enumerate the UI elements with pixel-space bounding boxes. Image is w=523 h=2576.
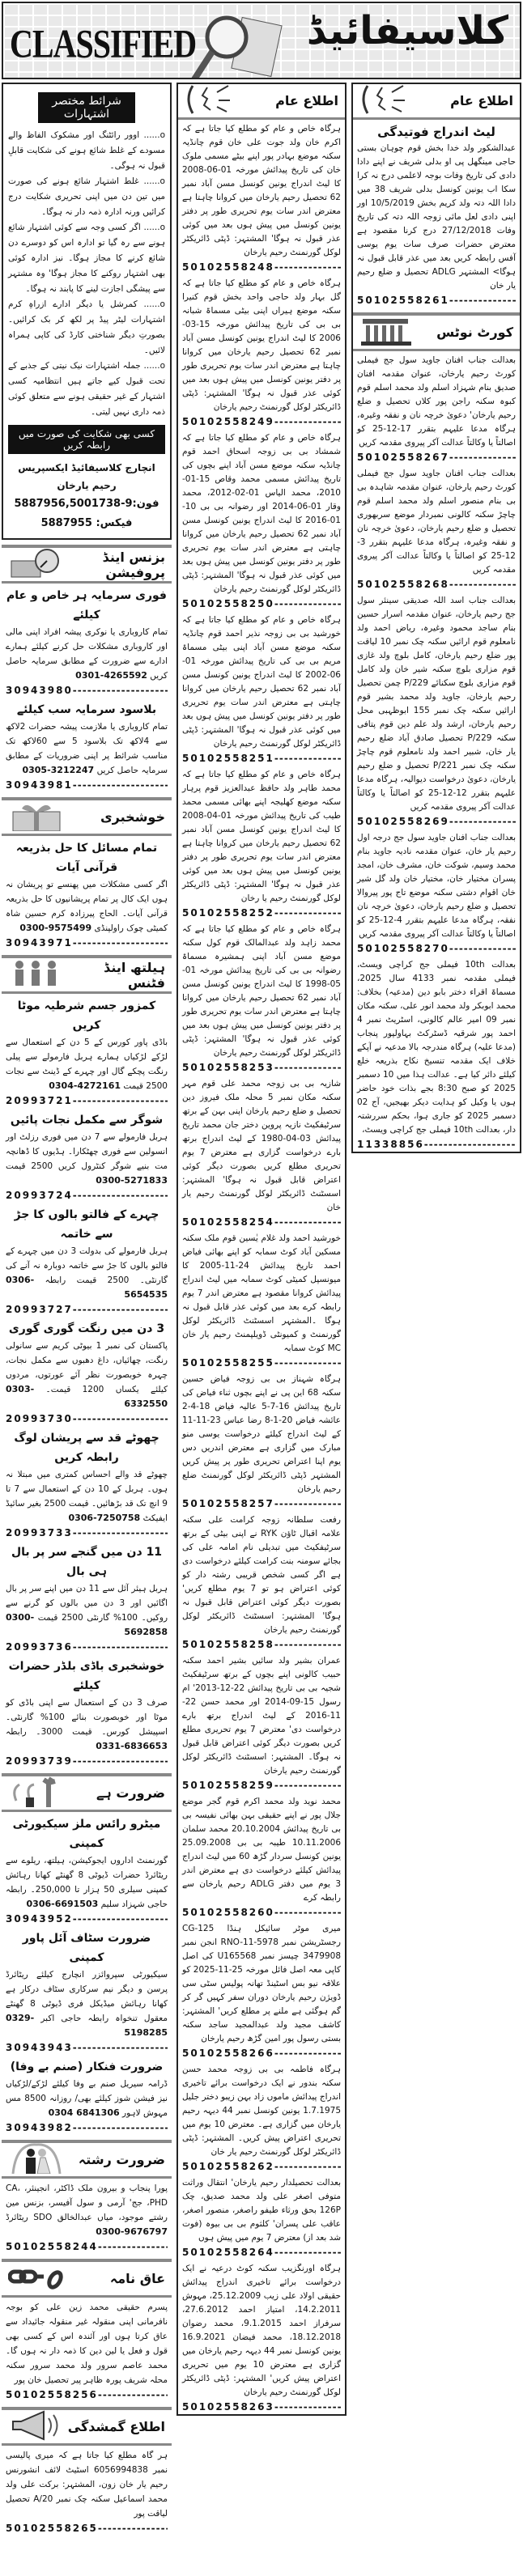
section-header xyxy=(2,800,172,836)
clock-book-icon xyxy=(8,548,65,582)
fax-line xyxy=(8,514,165,533)
phone-number[interactable]: 0304 6841306 xyxy=(48,2107,120,2118)
reference-number: 50102558263 ----- xyxy=(182,2400,341,2414)
terms-item: o...... جملہ اشتہارات نیک نیتی کے جذبے کے تحت قبول کیے جاتے ہیں انتظامیہ کسی اشتہار کے غیر حقیقی ہونے سے متعلق کوئی ذمہ داری نہیں لیتی۔ xyxy=(8,361,165,417)
list-item xyxy=(178,1075,345,1229)
terms-item-text: اگر کسی وجہ سے کوئی اشتہار شائع ہونے سے رہ گیا تو ادارہ اس کو دوسرے دن شائع کرنے کا مجاز ہوگا۔ نیز ادارہ کوئی بھی اشتہار روکنے کا مجاز ہوگا' وہ مشتہر سے پیشگی اجازت لینے کا پابند نہ ہوگا۔ xyxy=(8,223,165,294)
reference-number: 50102558264 ----- xyxy=(182,2245,341,2260)
section-header xyxy=(353,316,520,351)
banner-title-urdu: کلاسیفائیڈ xyxy=(306,8,508,53)
reference-number: 50102558268 ----- xyxy=(357,577,516,592)
notice-body: عمران بشیر ولد سائیں بشیر احمد سکنہ حبیب کالونی اپنے بچوں کے برتھ سرٹیفکیٹ شجیہ بی بی تاریخ پیدائش 22-12-2013' ام رسول 15-09-2014 اور محمد حسن 22-11-2016 کے لیٹ اندراج برتھ بارے درخواست دی' معترض 7 یوم تحریری مطلع کریں بصورت دیگر کوئی اعتراض قابل قبول نہ ہوگا۔ المشتہر: اسسٹنٹ ڈائریکٹر لوکل گورنمنٹ رحیم یارخان xyxy=(182,1656,342,1776)
list-item xyxy=(2,1812,172,1926)
reference-number: 50102558267 ----- xyxy=(357,450,516,465)
ad-heading: چہرے کے فالتو بالوں کا جڑ سے خاتمہ xyxy=(14,1208,159,1241)
list-item xyxy=(178,1370,345,1511)
classified-section xyxy=(2,797,172,950)
phone-number[interactable]: 0300-5692858 xyxy=(6,1612,168,1637)
list-item xyxy=(2,2179,172,2254)
reference-number: 50102558254 ----- xyxy=(182,1215,341,1229)
notice-body: گورنمنٹ اداروں ایجوکیشن، ہیلتھ، ریلوے سے ریٹائرڈ حضرات ڈیوٹی 8 گھنٹے کھانا رہائش کمپنی سیلری 50 ہزار تا 250,000۔ رابطہ حاجی شہزاد سلیم xyxy=(6,1856,168,1909)
left-column xyxy=(351,83,521,1153)
public-notice-box xyxy=(176,83,347,2416)
list-item xyxy=(178,429,345,611)
phone-number[interactable]: 0306-5654535 xyxy=(6,1275,168,1300)
reference-number: 50102558258 ----- xyxy=(182,1637,341,1652)
list-item xyxy=(2,2055,172,2135)
classified-section xyxy=(2,2140,172,2254)
list-item xyxy=(2,1108,172,1203)
notice-body: بعدالت جناب اسد اللہ صدیقی سینئر سول جج رحیم یارخان، عنوان مقدمہ اسرار حسین بنام ساجد محمود وغیرہ، ریاض احمد ولد نامعلوم قوم ارائیں سکنہ چک نمبر 10 لیاقت پور ضلع رحیم یارخان، کامل بلوچ ولد غازی قوم مزاری بلوچ سکنہ شیر خان ولد کامل قوم مزاری بلوچ سکنائے 229/P چمن تحصیل رحیم یارخان، جاوید ولد محمد بشیر قوم ارائیں سکنہ چک نمبر 155 ابوظہبی محل رحیم یارخان، ارشد ولد علم دین قوم پتافی سکنہ 229/P تحصیل صادق آباد ضلع رحیم یار خان، شبیر احمد ولد نامعلوم قوم چاچڑ سکنہ چک نمبر 221/P تحصیل و ضلع رحیم یارخان، دعویٰ درخواست دیوالیہ، ہرگاہ مدعا علیہم بتقرر 12-12-25 کو اصالتاً یا وکالتاً عدالت آکر پیروی مقدمہ کریں xyxy=(357,596,517,812)
reference-number: 30943971 ----- xyxy=(6,936,168,950)
contact-banner: کسی بھی شکایت کی صورت میں رابطہ کریں xyxy=(8,425,165,454)
section-header xyxy=(2,1776,172,1812)
reference-number: 50102558265 ----- xyxy=(6,2521,168,2536)
terms-item: o...... اگر کسی وجہ سے کوئی اشتہار شائع ہونے سے رہ گیا تو ادارہ اس کو دوسرے دن شائع کرنے کا مجاز ہوگا۔ نیز ادارہ کوئی بھی اشتہار روکنے کا مجاز ہوگا' وہ مشتہر سے پیشگی اجازت لینے کا پابند نہ ہوگا۔ xyxy=(8,223,165,294)
megaphone-icon xyxy=(8,2410,65,2444)
broken-chain-icon xyxy=(8,2262,65,2296)
section-title: عاق نامہ xyxy=(109,2271,165,2286)
list-item xyxy=(178,2260,345,2414)
list-item xyxy=(178,1511,345,1652)
reference-number: 30943980 ----- xyxy=(6,683,168,698)
list-item xyxy=(2,1654,172,1768)
list-item xyxy=(2,698,172,792)
phone-number[interactable]: 0301-4265592 xyxy=(75,670,147,681)
public-notice-box xyxy=(351,83,521,1153)
reference-number: 50102558262 ----- xyxy=(182,2159,341,2174)
reference-number: 20993736 ----- xyxy=(6,1640,168,1654)
notice-body: ہربل ہیئر آئل سے 11 دن میں اپنے سر پر بال اگائیں اور 3 دن میں بالوں کو گرنے سے روکیں۔ 100% گارنٹی 2500 قیمت xyxy=(6,1584,168,1623)
section-title: ضرورت ہے xyxy=(96,1785,165,1801)
ad-heading: ضرورت سٹاف آئل پاور کمپنی xyxy=(22,1932,151,1964)
terms-item: o...... اوور رائٹنگ اور مشکوک الفاظ والے مسودے کے غلط شائع ہونے کی شکایت قابلِ قبول نہ ہوگی۔ xyxy=(8,130,165,171)
list-item xyxy=(2,1317,172,1426)
notice-body: باڈی پاور کورس کے 5 دن کے استعمال سے لڑکے لڑکیاں ہمارے ہربل فارمولے سے پیلی رنگت پچکے گال اور چہرے کے ڈینٹ سے نجات 2500 قیمت xyxy=(6,1038,168,1091)
terms-item: o...... کمرشل یا دیگر ادارے ازراہِ کرم اشتہارات لیٹر پیڈ پر لکھ کر بک کرائیں۔ بصورتِ دیگر شناختی کارڈ کی کاپی ہمراہ لائیں۔ xyxy=(8,299,165,355)
reference-number: 50102558255 ----- xyxy=(182,1356,341,1370)
reference-number: 30943943 ----- xyxy=(6,2040,168,2055)
list-item xyxy=(353,829,520,956)
fax-number: 5887955 xyxy=(40,517,92,529)
notice-body: ہرگاہ خاص و عام کو مطلع کیا جاتا ہے کہ محمد طاہر ولد حافظ عبدالعزیز قوم پرہار سکنہ موضع کھلیجہ اپنے بھائی مسمی محمد طیب کی تاریخ پیدائش مورخہ 01-04-2008 کا لیٹ اندراج یونین کونسل مسن آباد نمبر 62 تحصیل رحیم یارخان میں کروانا چاہتا ہے معترض اندر سات یوم تحریری طور پر دفتر یونین کونسل میں پیش ہوں بعد میں کوئی عذر قبول نہ ہوگا' المشتہر: ڈپٹی ڈائریکٹر لوکل گورنمنٹ رحیم یا رخان xyxy=(182,770,341,903)
ad-heading: تمام مسائل کا حل بذریعہ قرآنی آیات xyxy=(15,842,158,874)
notice-body: میری موٹر سائیکل ہنڈا CG-125 رجسٹریشن نمبر RNO-11-5978 انجن نمبر 3479908 چیسز نمبر U165568 کی اصل کاپی معہ اصل فائل مورخہ 25-11-2025 کو علاقہ نیو بس اسٹینڈ تھانہ پولیس سٹی سی ڈویژن رحیم یارخان دوران سفر کہیں گر کر گم ہوگئی ہے ملنے پر مطلع کریں' المشتہر: کاشف مجید ولد عبدالمجید ساجد سکنہ بستی رسول پور امین گڑھ رحیم یارخان xyxy=(182,1924,341,2043)
classified-section xyxy=(2,2259,172,2402)
list-item xyxy=(353,956,520,1152)
reference-number: 20993727 ----- xyxy=(6,1302,168,1317)
notice-body: عبدالشکور ولد خدا بخش قوم چوہان بستی حاجی مینگھل پی او بدلی شریف نے اپنے دادا دادی کی تاریخ وفات بوجہ لاعلمی درج نہ کرا سکا اب یونین کونسل بدلی شریف 38 میں دادا اللہ دتہ ولد کریم بخش 10/5/2019 اور اپنی دادی لعل مائی زوجہ اللہ دتہ کی تاریخ وفات 27/12/2018 درج کرنا مقصود ہے معترض حضرات صرف سات یوم یوسی آفس رابطہ کریں بعد میں عذر قابل قبول نہ ہوگا> المشتہر ADLG تحصیل و ضلع رحیم یار خان xyxy=(357,143,517,291)
courthouse-icon xyxy=(359,316,416,350)
reference-number: 50102558270 ----- xyxy=(357,941,516,956)
reference-number: 50102558249 ----- xyxy=(182,414,341,429)
phone-number[interactable]: 0300-9575499 xyxy=(19,923,92,933)
section-header xyxy=(2,2143,172,2179)
ad-heading: خوشخبری باڈی بلڈر حضرات کیلئے xyxy=(8,1660,165,1692)
section-title: اطلاع عام xyxy=(275,93,338,108)
reference-number: 50102558261 ----- xyxy=(357,293,516,308)
classified-section xyxy=(2,955,172,1768)
reference-number: 50102558250 ----- xyxy=(182,596,341,611)
notice-body: رفعت سلطانہ زوجہ کرامت علی سکنہ علامہ اقبال ٹاؤن RYK نے اپنی بیٹی کے برتھ سرٹیفکیٹ میں تبدیلی نام امامہ علی کی بجائے سومنہ بنت کرامت کیلئے درخواست دی ہے اگر کسی شخص قریبی رشتہ دار کو کوئی اعتراض ہو تو 7 یوم مطلع کریں' بصورت دیگر کوئی اعتراض قابل قبول نہ ہوگا' المشتہر: اسسٹنٹ ڈائریکٹر لوکل گورنمنٹ رحیم یارخان xyxy=(182,1515,341,1635)
notice-body: بعدالت جناب افنان جاوید سول جج فیملی کورٹ رحیم یارخان، عنوان مقدمہ شاہدہ بی بی بنام منصور اسلم ولد محمد اسلم قوم چاچڑ سکنہ کالونی نمبردار موضع سربھوری تحصیل و ضلع رحیم یارخان، دعویٰ خرچہ نان و نفقہ وغیرہ، ہرگاہ مدعا علیہم بتقرر 3-12-25 کو اصالتاً یا وکالتاً عدالت آکر پیروی مقدمہ کریں xyxy=(357,469,516,575)
notice-body: پسرم حقیقی محمد زین علی کو بوجہ نافرمانی اپنی منقولہ غیر منقولہ جائیداد سے عاق کرتا ہوں اور آئندہ اس کے کسی بھی قول و فعل یا لین دین کا ذمہ دار نہ ہوں گا۔ محمد عاصم سرور ولد محمد سرور سکنہ محلہ شریف پورہ ظاہر پیر تحصیل خان پور xyxy=(6,2302,168,2385)
reference-number: 50102558260 ----- xyxy=(182,1905,341,1920)
classified-section xyxy=(2,545,172,792)
phone-number[interactable]: 0306-7250758 xyxy=(68,1513,141,1523)
list-item xyxy=(178,1920,345,2060)
notice-body: ہرگاہ خاص و عام کو مطلع کیا جاتا ہے کہ خورشید بی بی زوجہ نذیر احمد قوم چانڈیہ سکنہ موضع مسن آباد اپنی بیٹی مسماۃ مریم بی بی کی تاریخ پیدائش مورخہ 01-06-2002 کا لیٹ اندراج یونین کونسل مسن آباد نمبر 62 تحصیل رحیم یارخان میں کروانا چاہتی ہے معترض اندر سات یوم تحریری طور پر دفتر یونین کونسل میں پیش ہوں بعد میں کوئی عذر قبول نہ ہوگا' المشتہر: ڈپٹی ڈائریکٹر لوکل گورنمنٹ رحیم یارخان xyxy=(182,615,341,749)
notice-body: خورشید احمد ولد غلام یٰسین قوم ملک سکنہ مسکین آباد کوٹ سمابہ کو اپنے بھائی فیاض احمد تاریخ پیدائش 24-11-2005 کا میونسپل کمیٹی کوٹ سمابہ میں لیٹ اندراج پیدائش کروانا مقصود ہے معترض اندر 7 یوم رابطہ کرے بعد میں کوئی عذر قابل قبول نہ ہوگا ۔المشتہر اسسٹنٹ ڈائریکٹر لوکل گورنمنٹ و کمیونٹی ڈویلپمنٹ رحیم یار خان MC کوٹ سمابہ xyxy=(182,1233,341,1353)
reference-number: 50102558244 ----- xyxy=(6,2239,168,2254)
list-item xyxy=(353,465,520,592)
list-item xyxy=(2,1926,172,2055)
list-item xyxy=(178,1793,345,1920)
notice-body: ہرگاہ خاص و عام کو مطلع کیا جاتا ہے کہ محمد زاہد ولد عبدالمالک قوم کول سکنہ موضع مسن آباد اپنی ہمشیرہ مسماۃ رضوانہ بی بی کی تاریخ پیدائش مورخہ 01-05-1998 کا لیٹ اندراج یونین کونسل مسن آباد نمبر 62 تحصیل رحیم یارخان میں کروانا چاہتا ہے معترض اندر سات یوم تحریری طور پر دفتر یونین کونسل میں پیش ہوں بعد میں کوئی عذر قبول نہ ہوگا' المشتہر: ڈپٹی ڈائریکٹر لوکل گورنمنٹ رحیم یارخان xyxy=(182,924,341,1058)
couple-icon xyxy=(8,2143,65,2177)
list-item xyxy=(178,1229,345,1370)
reference-number: 50102558266 ----- xyxy=(182,2046,341,2060)
phone-number[interactable]: 0331-6836653 xyxy=(96,1741,168,1751)
list-item xyxy=(2,1540,172,1654)
notice-body: ہرگاہ خاص و عام کو مطلع کیا جاتا ہے کہ اکرم خان ولد جوت علی خان قوم چانڈیہ سکنہ موضع بہادر پور اپنے بیٹے مسمی ملوک خان کی تاریخ پیدائش مورخہ 01-06-2008 کا لیٹ اندراج یونین کونسل مسن آباد نمبر 62 تحصیل رحیم یارخان میں کروانا چاہتا ہے معترض اندر سات یوم تحریری طور پر دفتر یونین کونسل میں پیش ہوں بعد میں کوئی عذر قبول نہ ہوگا' المشتہر: ڈپٹی ڈائریکٹر لوکل گورنمنٹ رحیم یارخان xyxy=(182,124,341,257)
incharge-label: انچارج کلاسیفائیڈ ایکسپریس رحیم یارخان xyxy=(18,462,155,491)
list-item xyxy=(353,120,520,308)
phone-number[interactable]: 0303-6332550 xyxy=(6,1384,168,1409)
notice-body: ڈرامہ سیریل صنم بے وفا کیلئے لڑکے/لڑکیاں نیز فیشن شوز کیلئے بھی/ روزانہ 8500 مس مہوش لاہور xyxy=(6,2079,168,2118)
reference-number: 11338856 ----- xyxy=(357,1137,516,1152)
ad-heading: فوری سرمایہ ہر خاص و عام کیلئے xyxy=(6,589,167,622)
list-item xyxy=(2,1203,172,1317)
section-header xyxy=(2,2410,172,2446)
classified-section xyxy=(2,1773,172,2135)
reference-number: 50102558257 ----- xyxy=(182,1496,341,1511)
ad-heading: بلاسود سرمایہ سب کیلئے xyxy=(16,703,157,716)
phone-number[interactable]: 0300-9676797 xyxy=(96,2226,168,2237)
notice-body: بعدالت 10th فیملی جج کراچی ویسٹ، فیملی مقدمہ نمبر 4133 سال 2025، مسماۃ اقراء دختر بابو دین (مدعیہ) بخلاف: محمد ابوبکر ولد محمد انور علی، سکنہ مکان نمبر 09 امیر عالم کالونی، اسٹریٹ نمبر 4 احمد پور شرقیہ ڈسٹرکٹ بہاولپور پنجاب (مدعا علیہ) ہرگاہ مندرجہ بالا مدعیہ نے آپکے خلاف ایک مقدمہ تنسیخ نکاح بذریعہ خلع کیلئے دائر کیا ہے۔ عدالت ہذا میں 10 دسمبر 2025 کو صبح 8:30 بجے بذات خود حاضر ہوں یا وکیل کو ہدایت دیکر بھیجیں، آج 02 دسمبر 2025 کو جاری ہوا، بحکم سررشتہ دار، بعدالت 10th فیملی جج کراچی ویسٹ، xyxy=(357,960,516,1135)
notice-body: تمام کاروباری یا ملازمت پیشہ حضرات 2لاکھ سے 4لاکھ تک بلاسود 5 سے 60لاکھ تک مناسب شرائط پر اپنی ضروریات کے مطابق سرمایہ حاصل کریں xyxy=(6,722,168,775)
section-header xyxy=(2,548,172,584)
section-title: ہیلتھ اینڈ فٹنس xyxy=(104,959,165,991)
terms-item-text: کمرشل یا دیگر ادارے ازراہِ کرم اشتہارات لیٹر پیڈ پر لکھ کر بک کرائیں۔ بصورتِ دیگر شناختی کارڈ کی کاپی ہمراہ لائیں۔ xyxy=(8,299,165,355)
phone-number[interactable]: 0304-4272161 xyxy=(49,1080,121,1091)
terms-item-text: جملہ اشتہارات نیک نیتی کے جذبے کے تحت قبول کیے جاتے ہیں انتظامیہ کسی اشتہار کے غیر حقیقی ہونے سے متعلق کوئی ذمہ داری نہیں لیتی۔ xyxy=(8,361,165,417)
notice-body: ہرگاہ شہناز بی بی زوجہ فیاض حسین سکنہ 68 این پی نے اپنے بچوں ثناء فیاض کی تاریخ پیدائش 16-7-5 عالیہ فیاض 18-4-2 عائشہ فیاض 20-1-8 رضا عباس 23-11-11 کے لیٹ اندراج کیلئے درخواست یوسی منو مبارک میں گزاری ہے معترض اندریں دس یوم اپنا اعتراض تحریری طور پر پیش کریں المشتہر ڈپٹی ڈائریکٹر لوکل گورنمنٹ ضلع رحیم یارخان xyxy=(182,1374,341,1494)
notice-body: ہرگاہ اورنگزیب سکنہ کوٹ درعیہ نے ایک درخواست برائے تاخیری اندراج پیدائش حقیقی اولاد علی زیب 25.12.2009، مہوش 14.2.2011، امتیاز احمد 27.6.2012، سرفراز احمد 9.1.2015، محمد رضوان 18.12.2018، محمد فیضان 16.9.2021 یونین کونسل نمبر 44 دیہہ رحیم یارخان میں گزاری ہے معترض 10 یوم میں تحریری اعتراض پیش کریں' المشتہر: ڈپٹی ڈائریکٹر لوکل گورنمنٹ رحیم یارخان xyxy=(182,2264,342,2397)
phone-label: فون: xyxy=(132,498,159,510)
ad-terms-box xyxy=(2,83,172,540)
phone-numbers[interactable]: 5887956,5001738-9 xyxy=(14,498,133,510)
notice-body: صرف 3 دن کے استعمال سے اپنی باڈی کو موٹا اور خوبصورت بنائے 100% گارنٹی۔ اسپیشل کورس۔ قیمت 3000۔ رابطہ xyxy=(6,1698,168,1737)
reference-number: 20993733 ----- xyxy=(6,1526,168,1540)
section-title: اطلاع عام xyxy=(450,93,513,108)
exercise-icon xyxy=(8,958,65,992)
reference-number: 50102558248 ----- xyxy=(182,260,341,274)
ad-heading: میٹرو رائس ملز سیکیورٹی کمپنی xyxy=(12,1818,161,1850)
reference-number: 30943982 ----- xyxy=(6,2120,168,2135)
section-title: خوشخبری xyxy=(100,809,165,825)
section-header xyxy=(178,84,345,120)
speaking-head-icon xyxy=(185,84,241,118)
list-item xyxy=(2,1426,172,1540)
gift-icon xyxy=(8,800,65,834)
terms-item-text: اوور رائٹنگ اور مشکوک الفاظ والے مسودے کے غلط شائع ہونے کی شکایت قابلِ قبول نہ ہوگی۔ xyxy=(8,130,165,171)
section-title: ضرورت رشتہ xyxy=(78,2152,165,2167)
notice-body: اگر کسی مشکلات میں پھنسے تو پریشان نہ ہوں ایک کال پر تمام پریشانیوں کا حل بذریعہ قرآنی آیات۔ الحاج پیرزادہ کرم حسین شاہ کمیٹی چوک راولپنڈی xyxy=(6,880,168,933)
notice-body: ہرگاہ خاص و عام کو مطلع کیا جاتا ہے کہ شمشاد بی بی زوجہ اسحاق احمد قوم چانڈیہ سکنہ موضع مسن آباد اپنے بچوں کی تاریخ پیدائش مسمی محمد وقاص 15-01-2010، محمد الیاس 01-02-2012، محمد وقار 01-06-2014 اور رضوانہ بی بی 10-01-2016 کا لیٹ اندراج یونین کونسل مسن آباد نمبر 62 تحصیل رحیم یارخان میں کروانا چاہتی ہے معترض اندر سات یوم تحریری طور پر دفتر یونین کونسل میں پیش ہوں بعد میں کوئی عذر قبول نہ ہوگا' المشتہر: ڈپٹی ڈائریکٹر لوکل گورنمنٹ رحیم یارخان xyxy=(182,433,341,594)
list-item xyxy=(178,611,345,766)
magnifier-newspaper-icon xyxy=(188,13,293,79)
notice-body: تمام کاروباری یا نوکری پیشہ افراد اپنی مالی اور کاروباری مشکلات حل کرنے کیلئے ہمارے ادارے سے ضرورت کے مطابق سرمایہ حاصل کریں xyxy=(6,627,168,681)
terms-item-text: غلط اشتہار شائع ہونے کی صورت میں تین دن میں اپنی تحریری شکایت درج کرائیں ورنہ ادارہ ذمہ دار نہ ہوگا۔ xyxy=(8,176,165,217)
reference-number: 50102558256 ----- xyxy=(6,2387,168,2402)
reference-number: 50102558252 ----- xyxy=(182,906,341,920)
reference-number: 50102558251 ----- xyxy=(182,751,341,766)
phone-number[interactable]: 0329-5198285 xyxy=(6,2013,168,2038)
notice-body: ہر گاہ مطلع کیا جاتا ہے کہ میری پالیسی نمبر 6056994838 اسٹیٹ لائف انشورنس رحیم یار خان زون، المشتہر: برکت علی ولد محمد اسماعیل سکنہ چک نمبر 20/A تحصیل لیاقت پور xyxy=(6,2451,168,2519)
list-item xyxy=(178,2174,345,2260)
notice-body: چھوٹے قد والے احساس کمتری میں مبتلا نہ ہوں۔ ہربل کے 10 دن کے استعمال سے 7 تا 9 انچ تک قد بڑھائیں۔ قیمت 2500 بغیر سائیڈ ایفیکٹ xyxy=(6,1470,168,1523)
section-title: اطلاع گمشدگی xyxy=(67,2419,165,2434)
phone-number[interactable]: 0305-3212247 xyxy=(22,765,95,775)
middle-column xyxy=(176,83,347,2416)
notice-body: سیکیورٹی سپروائزر انچارج کیلئے ریٹائرڈ پرسن و دیگر نیم سرکاری سٹاف درکار ہے کھانا رہائش میڈیکل فری ڈیوٹی 8 گھنٹے معقول تنخواہ رابطہ حاجی اکبر xyxy=(6,1970,168,2023)
raised-hands-icon xyxy=(8,1776,65,1810)
speaking-head-icon xyxy=(359,84,416,118)
notice-body: بعدالت جناب افنان جاوید سول جج درجہ اول رحیم یار خان، عنوان مقدمہ نادیہ جاوید بنام محمد وسیم، شوکت خان، مشرف خان، امجد پسران مختیار خان، مختیار خان ولد گل شیر خان اقوام دشتی سکنہ موضع تاج پور پیروالا تحصیل و ضلع رحیم یارخان، دعویٰ خرچہ نان نفقہ، ہرگاہ مدعا علیہم بتقرر 4-12-25 کو اصالتاً یا وکالتاً عدالت آکر پیروی مقدمہ کریں xyxy=(357,833,516,939)
list-item xyxy=(2,836,172,950)
reference-number: 50102558269 ----- xyxy=(357,814,516,829)
notice-body: محمد نوید ولد محمد اکرم قوم گجر موضع جلال پور نے اپنے حقیقی بہن بھائی نفیسہ بی بی تاریخ پیدائش 20.10.2004 محمد سلمان 10.11.2006 طیبہ بی بی 25.09.2008 یونین کونسل سردار گڑھ 60 میں لیٹ اندراج پیدائش کیلئے درخواست دی ہے معترض اندر 3 یوم میں دفتر ADLG رحیم یارخان سے رابطہ کرے xyxy=(182,1797,341,1903)
phone-number[interactable]: 0300-5271833 xyxy=(96,1175,168,1186)
notice-body: پاکستان کی نمبر 1 بیوٹی کریم سے سانولی رنگت، چھائیاں، داغ دھبوں سے مکمل نجات، چہرہ خوبصورت نظر آئے عورتوں، مردوں کیلئے یکساں 1200 قیمت۔ xyxy=(6,1341,168,1394)
list-item xyxy=(178,274,345,429)
notice-body: ہربل فارمولے کی بدولت 3 دن میں چہرے کے فالتو بالوں کا جڑ سے خاتمہ دوبارہ نہ آنے کی گارنٹی۔ 2500 قیمت رابطہ xyxy=(6,1246,168,1285)
reference-number: 50102558253 ----- xyxy=(182,1060,341,1075)
list-item xyxy=(178,120,345,274)
reference-number: 20993739 ----- xyxy=(6,1754,168,1768)
phone-line xyxy=(8,494,165,514)
ad-heading: کمزور جسم شرطیہ موٹا کریں xyxy=(17,999,156,1032)
ad-heading: ضرورت فنکار (صنم بے وفا) xyxy=(10,2060,164,2073)
ad-heading: 11 دن میں گنجے سر پر بال ہی بال xyxy=(11,1546,163,1578)
list-item xyxy=(178,1652,345,1793)
ad-heading: لیٹ اندراج فوتیدگی xyxy=(377,125,495,139)
list-item xyxy=(178,2060,345,2174)
section-header xyxy=(2,2262,172,2298)
section-title: بزنس اینڈ پروفیشن xyxy=(102,549,165,580)
ad-heading: 3 دن میں رنگت گوری گوری xyxy=(8,1322,165,1335)
terms-item: o...... غلط اشتہار شائع ہونے کی صورت میں تین دن میں اپنی تحریری شکایت درج کرائیں ورنہ ادارہ ذمہ دار نہ ہوگا۔ xyxy=(8,176,165,217)
banner-title-english: CLASSIFIED xyxy=(10,20,197,66)
classified-banner xyxy=(2,2,521,79)
notice-body: پورا پنجاب و بیرون ملک ڈاکٹر، انجینئر، CA، PHD، جج' آرمی و سول آفیسر، بزنس مین رشتے موجود، میاں عبدالخالق SDO ریٹائرڈ xyxy=(6,2183,168,2222)
reference-number: 50102558259 ----- xyxy=(182,1778,341,1793)
section-title: کورٹ نوٹس xyxy=(436,325,513,340)
list-item xyxy=(353,351,520,465)
list-item xyxy=(2,2446,172,2536)
ad-heading: شوگر سے مکمل نجات پائیں xyxy=(10,1114,164,1127)
phone-number[interactable]: 0306-6691503 xyxy=(26,1899,99,1909)
section-header xyxy=(2,958,172,994)
notice-body: ہرگاہ خاص و عام کو مطلع کیا جاتا ہے کہ گل بہار ولد حاجی واحد بخش قوم کنیرا سکنہ موضع ہیراں اپنی بیٹی مسماۃ شبانہ بی بی کی تاریخ پیدائش مورخہ 15-03-2006 کا لیٹ اندراج یونین کونسل مسن آباد نمبر 62 تحصیل رحیم یارخان میں کروانا چاہتا ہے معترض اندر سات یوم تحریری طور پر دفتر یونین کونسل میں پیش ہوں بعد میں کوئی عذر قبول نہ ہوگا' المشتہر: ڈپٹی ڈائریکٹر لوکل گورنمنٹ رحیم یارخان xyxy=(182,278,341,412)
list-item xyxy=(178,920,345,1075)
reference-number: 30943981 ----- xyxy=(6,778,168,792)
list-item xyxy=(2,994,172,1108)
classified-section xyxy=(2,2407,172,2536)
reference-number: 30943952 ----- xyxy=(6,1912,168,1926)
fax-label: فیکس: xyxy=(96,517,133,529)
ad-heading: چھوٹے قد سے پریشان لوگ رابطہ کریں xyxy=(14,1432,159,1464)
notice-body: بعدالت تحصیلدار رحیم یارخان' انتقال وراثت متوفی اصغر علی ولد محمد صدیق، چک 126P بحق ورثاء طیفو راصغر، منصور اصغر، عاقب علی پسران' کلثوم بی بی بیوہ (فوت شد بعد از) معترض 7 یوم میں پیش ہوں xyxy=(182,2178,341,2243)
notice-body: بعدالت جناب افنان جاوید سول جج فیملی کورٹ رحیم یارخان، عنوان مقدمہ افنان صدیق بنام شہزاد اسلم ولد محمد اسلم قوم کبوہ سکنہ راجن پور کلاں تحصیل و ضلع رحیم یارخان' دعویٰ خرچہ نان و نفقہ وغیرہ، ہرگاہ مدعا علیہم بتقرر 17-12-25 کو اصالتاً یا وکالتاً عدالت آکر پیروی مقدمہ کریں xyxy=(357,355,516,448)
list-item xyxy=(353,592,520,829)
reference-number: 20993724 ----- xyxy=(6,1188,168,1203)
list-item xyxy=(178,766,345,920)
terms-title: شرائط مختصر اشتہارات xyxy=(38,92,135,123)
reference-number: 20993730 ----- xyxy=(6,1411,168,1426)
notice-body: ہربل فارمولے سے 7 دن میں فوری رزلٹ اور انسولین سے فوری چھٹکارا۔ ہڈیوں کا ڈھانچہ مت بنیے شوگر کنٹرول کریں 2500 قیمت xyxy=(6,1132,168,1171)
list-item xyxy=(2,584,172,698)
notice-body: ہرگاہ فاطمہ بی بی زوجہ محمد حسن سکنہ بندور نے ایک درخواست برائے تاخیری اندراج پیدائش ماموں زاد بہن زیبو دختر جلیل 1.7.1975 یونین کونسل نمبر 44 دیہہ رحیم یارخان میں گزاری ہے۔ معترض 10 یوم میں تحریری اعتراض پیش کریں۔ المشتہر: ڈپٹی ڈائریکٹر لوکل گورنمنٹ رحیم یار خان xyxy=(182,2065,342,2157)
list-item xyxy=(2,2298,172,2402)
section-header xyxy=(353,84,520,120)
reference-number: 20993721 ----- xyxy=(6,1093,168,1108)
notice-body: شازیہ بی بی زوجہ محمد علی قوم مہر سکنہ مکان نمبر 5 محلہ ملک فیروز دین تحصیل و ضلع رحیم یارخان اپنی بہن کے برتھ سرٹیفکیٹ نازیہ پروین دختر جان محمد تاریخ پیدائش 03-04-1980 کے لیٹ اندراج برتھ بارے درخواست گزاری ہے معترض 7 یوم تحریری مطلع کریں بصورت دیگر کوئی اعتراض قابل قبول نہ ہوگا' المشتہر: اسسٹنٹ ڈائریکٹر لوکل گورنمنٹ رحیم یار خان xyxy=(182,1079,342,1212)
right-column xyxy=(2,83,172,2536)
